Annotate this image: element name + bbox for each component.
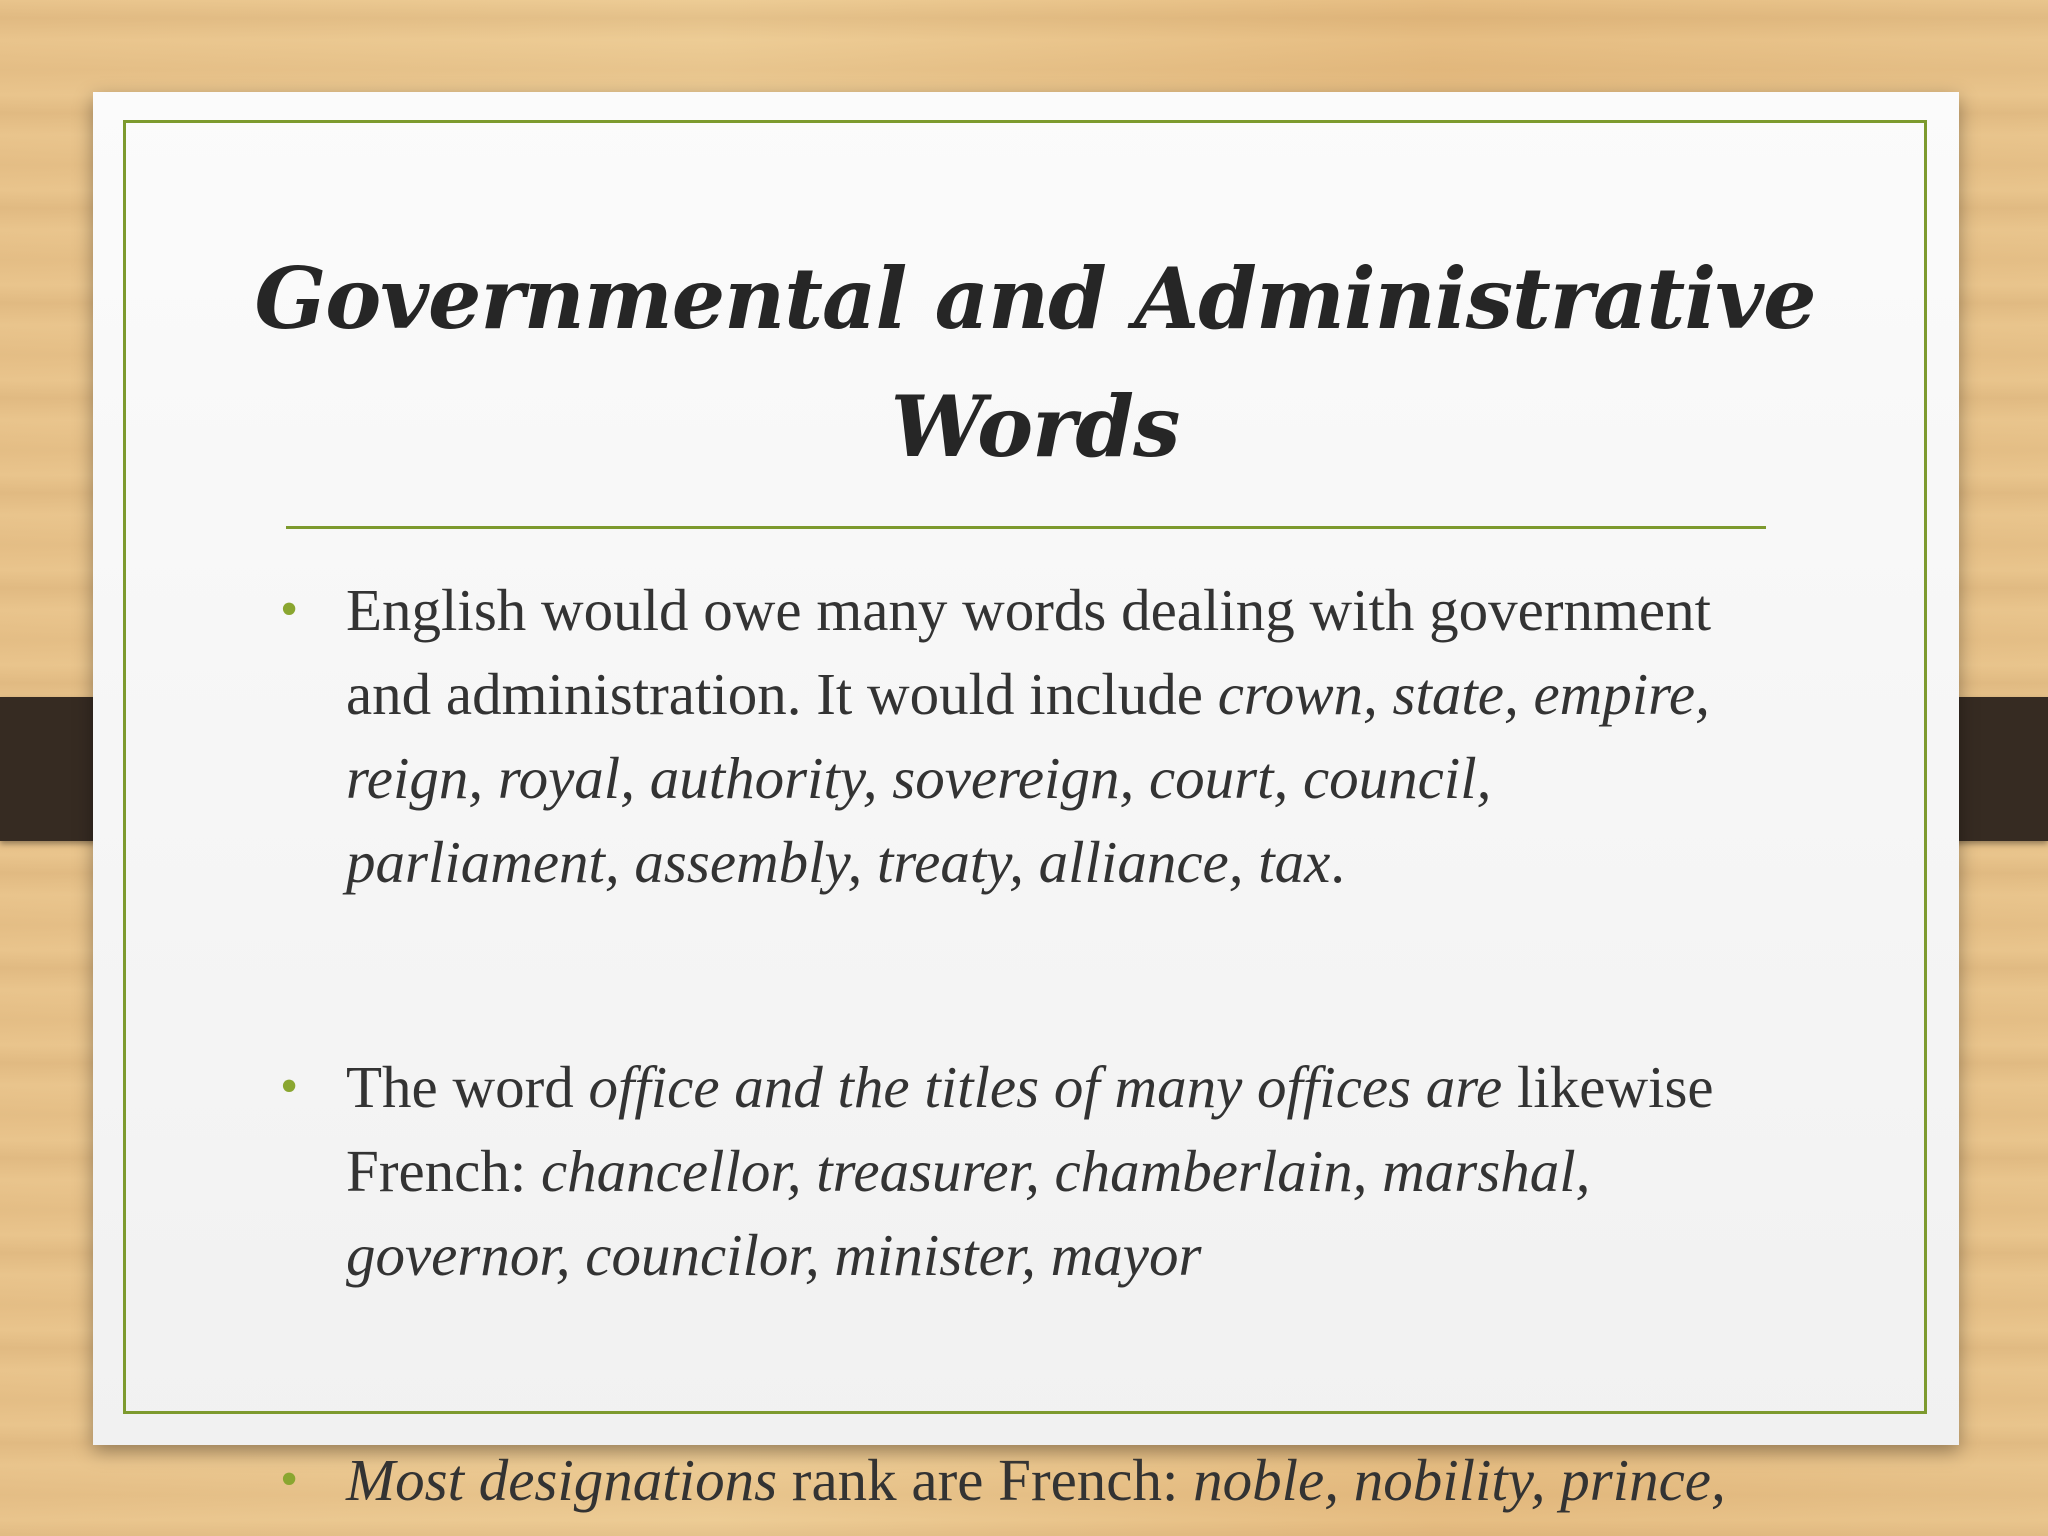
bullet-item	[280, 1438, 1776, 1522]
bullet-dot-icon: •	[280, 581, 299, 638]
bullet-item	[280, 1045, 1776, 1297]
bullet-dot-icon: •	[280, 1451, 299, 1508]
bullet-text-italic: Most designations	[346, 1447, 778, 1513]
slide-title: Governmental and Administrative Words	[254, 249, 1816, 476]
bullet-dot-icon: •	[280, 1058, 299, 1115]
bullet-text-italic: noble, nobility, prince,	[1193, 1447, 1726, 1513]
bullet-text-italic: crown, state, empire, reign, royal, authority, sovereign, court, council, parliament, assembly, treaty, alliance, tax	[346, 661, 1710, 895]
title-divider	[286, 526, 1766, 529]
bullet-text: likewise French:	[346, 1054, 1714, 1204]
bullet-text: .	[1330, 829, 1346, 895]
bullet-item	[280, 568, 1776, 904]
bullet-text-italic: office and the titles of many offices are	[588, 1054, 1503, 1120]
bullet-text: rank are French:	[777, 1447, 1194, 1513]
bullet-text: The word	[346, 1054, 589, 1120]
bullet-text-italic: chancellor, treasurer, chamberlain, marshal, governor, councilor, minister, mayor	[346, 1138, 1591, 1288]
bullet-text: English would owe many words dealing with government and administration. It would include	[346, 577, 1711, 727]
